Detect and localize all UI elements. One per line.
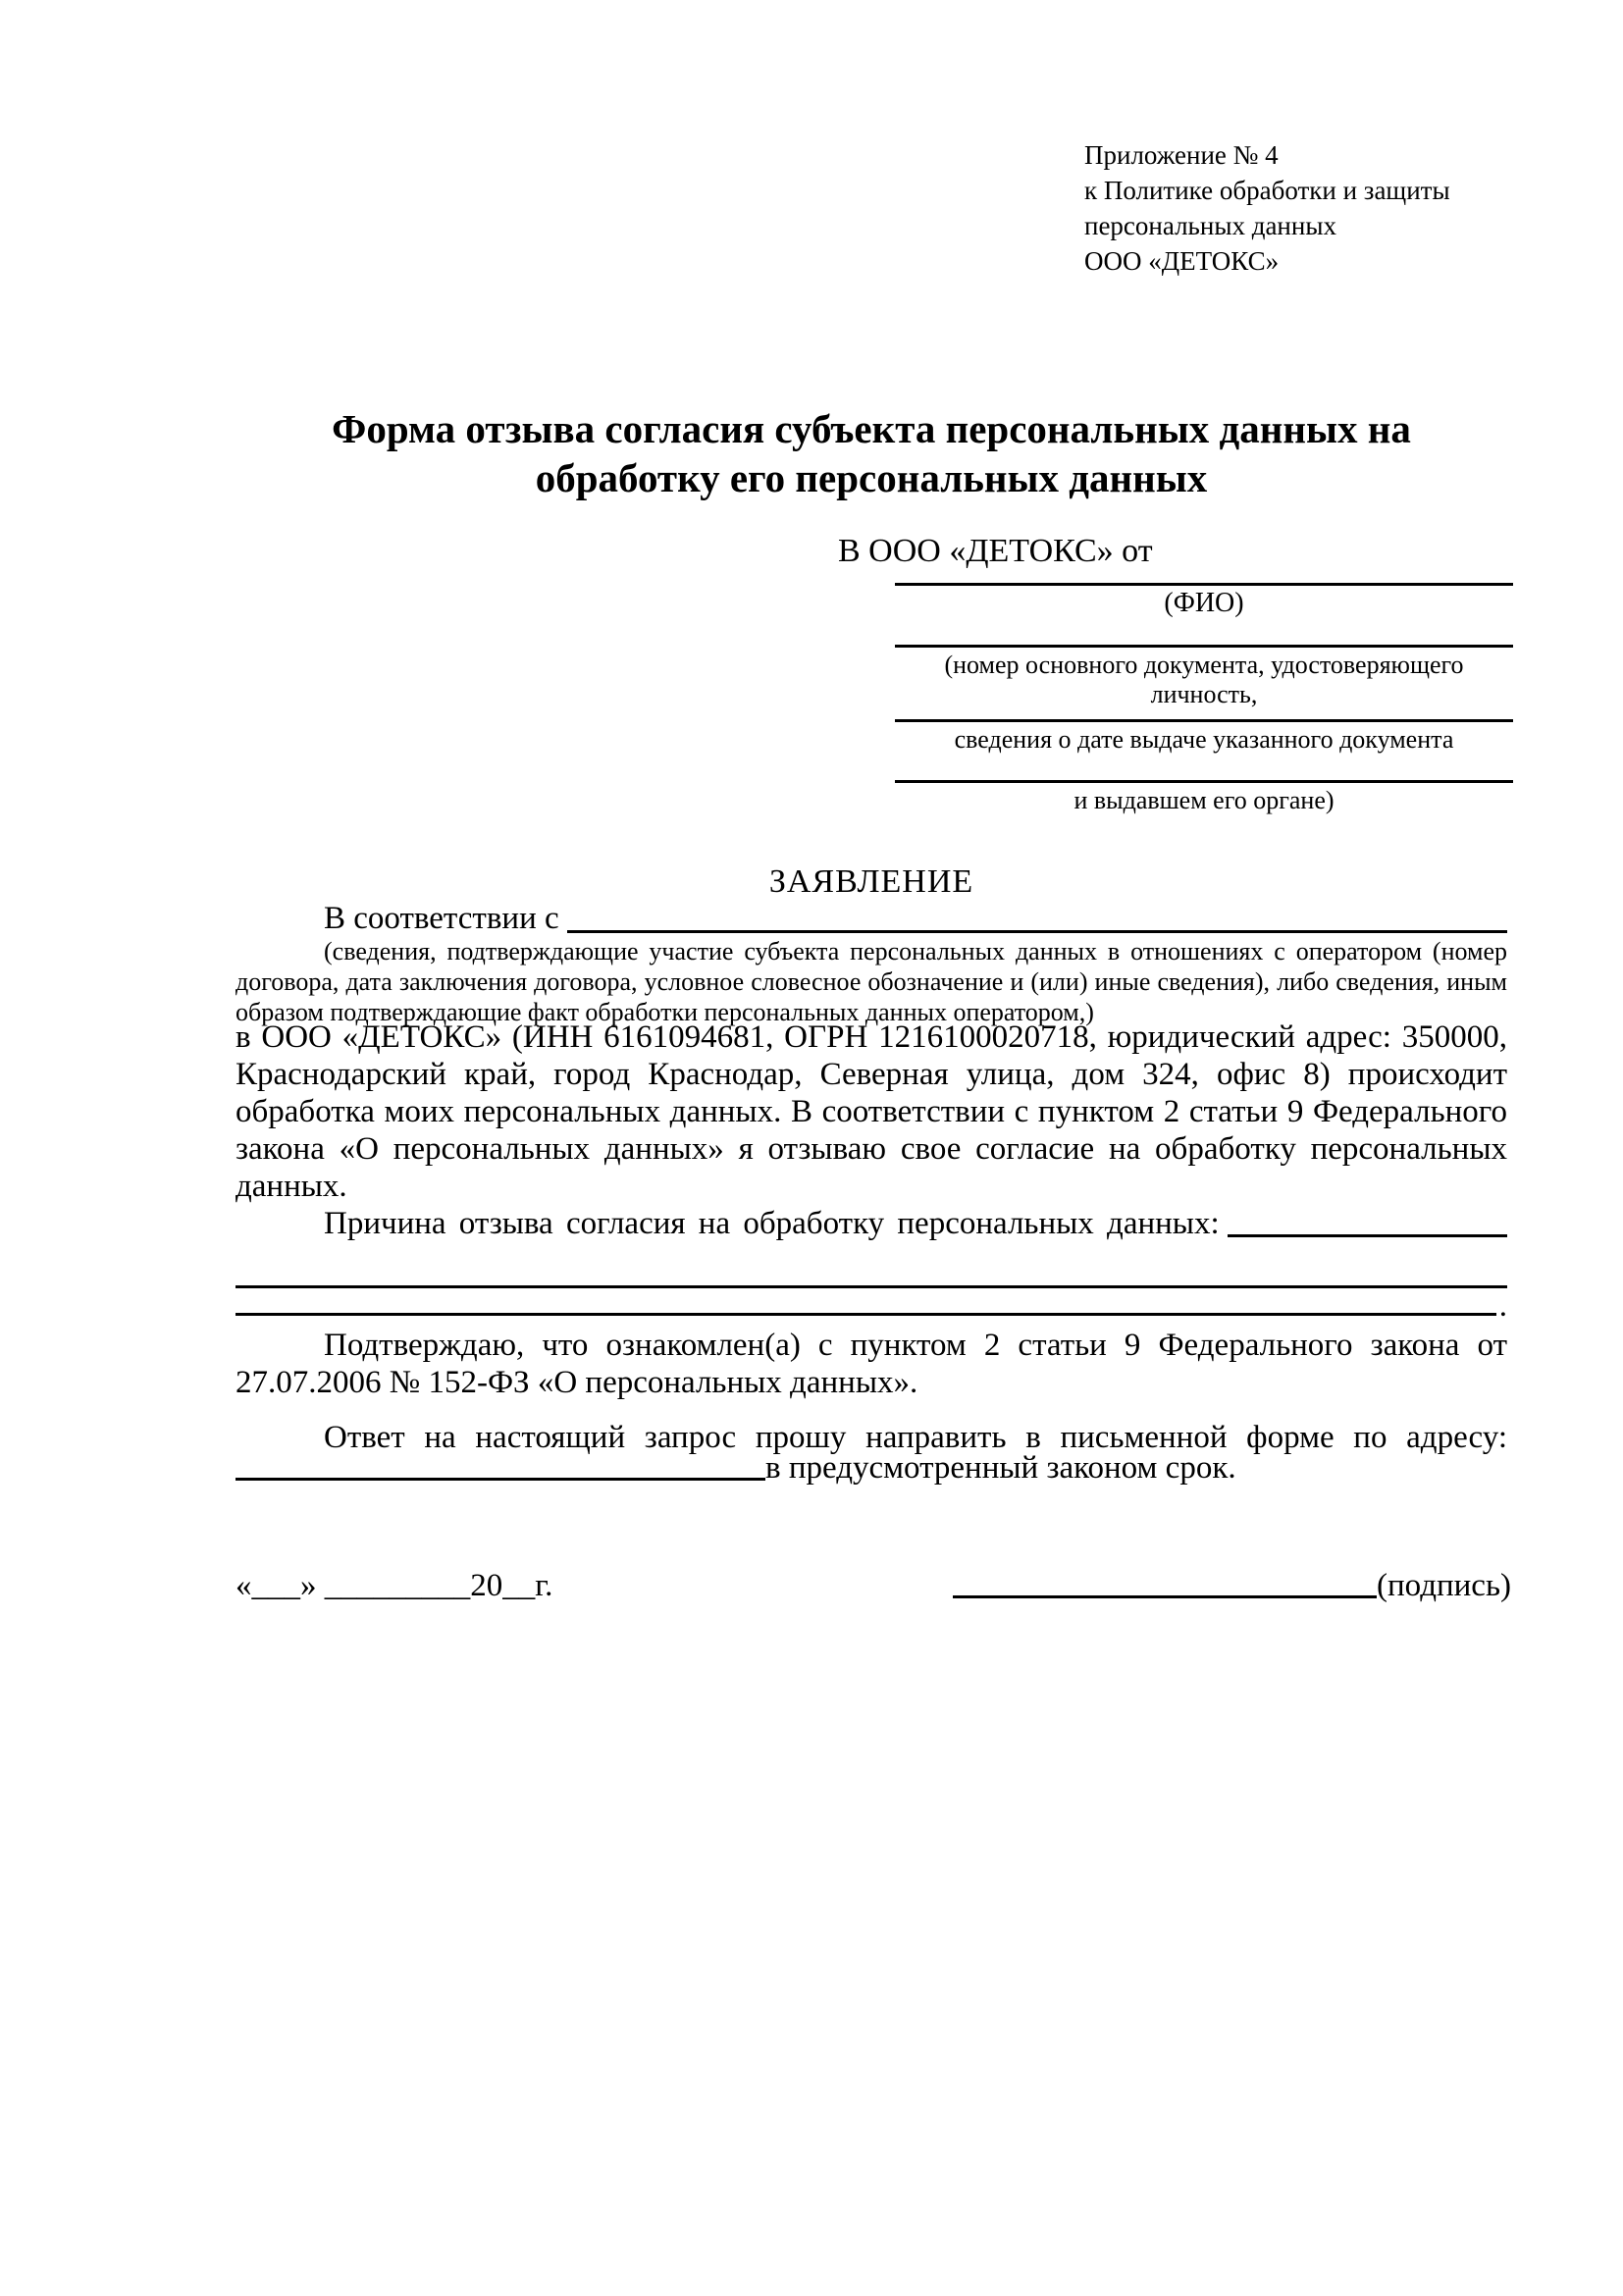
- date-signature-row: [236, 1564, 1511, 1607]
- statement-body: в ООО «ДЕТОКС» (ИНН 6161094681, ОГРН 1216100020718, юридический адрес: 350000, Краснодарский край, город Краснодар, Северная улица, дом 324, офис 8) происходит обработка моих персональных данных. В соответствии с пунктом 2 статьи 9 Федерального закона «О персональных данных» я отзываю свое согласие на обработку персональных данных.: [236, 1019, 1507, 1204]
- doc-date-field: [895, 719, 1513, 755]
- signature-blank-line: [953, 1594, 1377, 1598]
- addressee-line: В ООО «ДЕТОКС» от: [838, 533, 1153, 569]
- appendix-header-line: ООО «ДЕТОКС»: [1084, 246, 1280, 276]
- doc-number-caption: (номер основного документа, удостоверяющего личность,: [944, 651, 1464, 708]
- blank-line-period: .: [1498, 1288, 1507, 1324]
- address-blank-line: [236, 1477, 765, 1481]
- doc-number-field: [895, 645, 1513, 709]
- document-title: Форма отзыва согласия субъекта персональных данных на обработку его персональных данных: [332, 406, 1411, 500]
- statement-heading: ЗАЯВЛЕНИЕ: [768, 863, 974, 900]
- doc-issuer-caption: и выдавшем его органе): [1073, 786, 1335, 814]
- response-suffix: в предусмотренный законом срок.: [765, 1450, 1236, 1486]
- reason-row: [236, 1205, 1507, 1242]
- reason-blank-line-3: [236, 1312, 1496, 1316]
- reason-prefix: Причина отзыва согласия на обработку персональных данных:: [324, 1206, 1220, 1241]
- fio-caption: (ФИО): [1164, 588, 1244, 618]
- date-blank-line: «___» _________20__г.: [236, 1568, 553, 1603]
- signature-caption: (подпись): [1377, 1568, 1511, 1603]
- appendix-header-line: к Политике обработки и защиты: [1084, 176, 1450, 205]
- intro-blank-line: [567, 929, 1507, 933]
- doc-date-caption: сведения о дате выдаче указанного документа: [954, 725, 1454, 754]
- appendix-header-line: персональных данных: [1084, 211, 1336, 240]
- intro-prefix: В соответствии с: [324, 901, 559, 936]
- signature-group: [953, 1564, 1511, 1607]
- reason-blank-line-3-row: [236, 1288, 1507, 1324]
- appendix-header-line: Приложение № 4: [1084, 140, 1279, 170]
- intro-row: [236, 899, 1507, 938]
- response-address-row: [236, 1450, 1507, 1486]
- response-request-line: Ответ на настоящий запрос прошу направить в письменной форме по адресу:: [324, 1420, 1507, 1455]
- appendix-header: [1084, 137, 1450, 279]
- fio-field: [895, 583, 1513, 618]
- reason-blank-line: [1228, 1233, 1507, 1237]
- doc-issuer-field: [895, 780, 1513, 815]
- confirmation-paragraph: Подтверждаю, что ознакомлен(а) с пунктом 2 статьи 9 Федерального закона от 27.07.2006 № 152-ФЗ «О персональных данных».: [236, 1328, 1507, 1400]
- reason-blank-line-2: [236, 1285, 1507, 1288]
- footnote-text: (сведения, подтверждающие участие субъекта персональных данных в отношениях с оператором (номер договора, дата заключения договора, условное словесное обозначение и (или) иные сведения), либо сведения, иным образом подтверждающие факт обработки персональных данных оператором,): [236, 937, 1507, 1026]
